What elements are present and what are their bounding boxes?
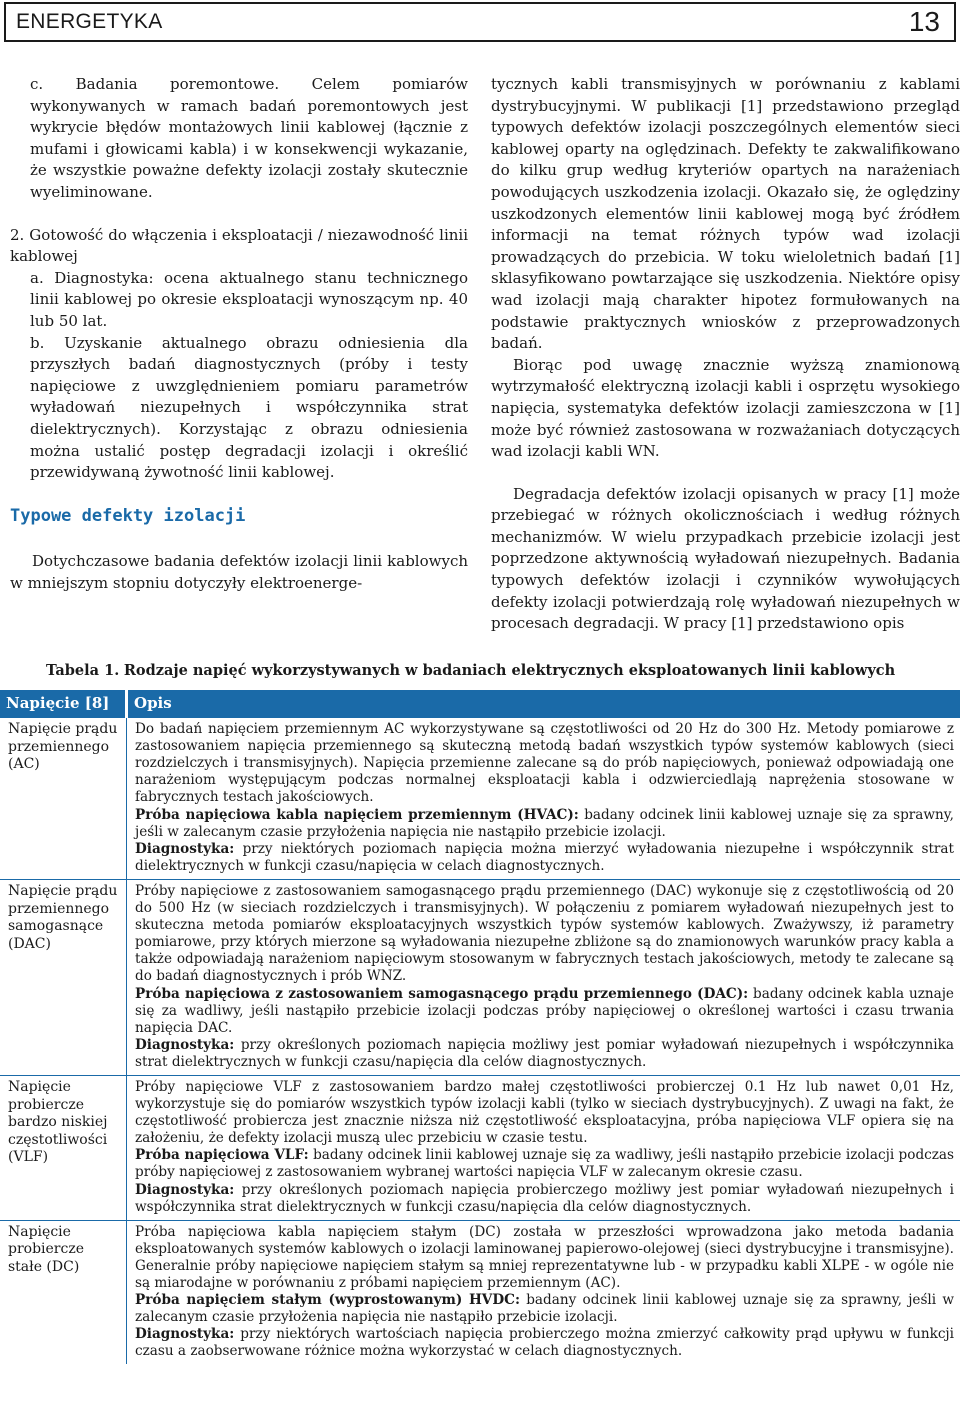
table-row (0, 1220, 960, 1364)
test-label: Próba napięciem stałym (wyprostowanym) HVDC: (135, 1292, 520, 1309)
diagnostics-text: przy niektórych wartościach napięcia probierczego można zmierzyć całkowity prąd upływu w funkcji czasu a zaobserwowane różnice można wykorzystać w celach diagnostycznych. (135, 1326, 954, 1360)
paragraph-reference-image: b. Uzyskanie aktualnego obrazu odniesienia dla przyszłych badań diagnostycznych (próby i testy napięciowe z uwzględnieniem pomiaru parametrów wyładowań niezupełnych i współczynnika strat dielektrycznych). Korzystając z obrazu odniesienia można ustalić postęp degradacji izolacji i określić przewidywaną żywotność linii kablowej. (30, 333, 468, 482)
table-caption-label: Tabela 1. (46, 662, 120, 679)
table-caption-text: Rodzaje napięć wykorzystywanych w badaniach elektrycznych eksploatowanych linii kablowych (123, 662, 896, 679)
table-row (0, 879, 960, 1075)
journal-title: ENERGETYKA (16, 10, 163, 33)
diagnostics-label: Diagnostyka: (135, 1181, 235, 1198)
column-header-voltage: Napięcie [8] (0, 690, 127, 718)
table-row (0, 718, 960, 880)
column-header-description: Opis (127, 690, 960, 718)
page-header (4, 2, 956, 42)
row-category: Napięcie prądu przemiennego (AC) (0, 718, 127, 880)
row-description (127, 718, 960, 880)
diagnostics-paragraph (135, 841, 954, 875)
description-text: Próby napięciowe VLF z zastosowaniem bardzo małej częstotliwości probierczej 0.1 Hz lub nawet 0,01 Hz, wykorzystuje się do pomiarów wszystkich typów izolacji kabli (tylko w sieciach dystrybucyjnych). Z uwagi na fakt, że częstotliwość probiercza jest znacznie niższa niż częstotliwość eksploatacyjna, próba napięciowa VLF opiera się na założeniu, że defekty izolacji muszą ulec przebiciu w czasie testu. (135, 1078, 954, 1147)
test-paragraph (135, 1147, 954, 1181)
diagnostics-label: Diagnostyka: (135, 840, 235, 857)
test-label: Próba napięciowa VLF: (135, 1147, 309, 1164)
table-header-row (0, 690, 960, 718)
row-description (127, 1075, 960, 1220)
row-category: Napięcie probiercze bardzo niskiej częstotliwości (VLF) (0, 1075, 127, 1220)
row-category: Napięcie prądu przemiennego samogasnące (DAC) (0, 879, 127, 1075)
diagnostics-text: przy niektórych poziomach napięcia można mierzyć wyładowania niezupełne i współczynnik strat dielektrycznych w funkcji czasu/napięcia w celach diagnostycznych. (135, 840, 955, 874)
row-description (127, 879, 960, 1075)
section-heading: Typowe defekty izolacji (10, 505, 246, 526)
test-text: badany odcinek linii kablowej uznaje się za sprawny, jeśli w zalecanym czasie przyłożenia napięcia nie nastąpiło przebicie izolacji. (135, 806, 954, 840)
paragraph-post-repair: c. Badania poremontowe. Celem pomiarów wykonywanych w ramach badań poremontowych jest wykrycie błędów montażowych linii kablowej (łącznie z mufami i głowicami kabla) i w konsekwencji wykazanie, że wszystkie poważne defekty izolacji zostały skutecznie wyeliminowane. (30, 75, 468, 201)
test-text: badany odcinek linii kablowej uznaje się za sprawny, jeśli w zalecanym czasie przyłożenia napięcia nie nastąpiło przebicie izolacji. (135, 1292, 955, 1326)
left-column (10, 74, 468, 594)
test-label: Próba napięciowa z zastosowaniem samogasnącego prądu przemiennego (DAC): (135, 985, 749, 1002)
paragraph-readiness: 2. Gotowość do włączenia i eksploatacji / niezawodność linii kablowej (10, 225, 468, 266)
right-column (491, 74, 960, 635)
table-row (0, 1075, 960, 1220)
description-text: Próby napięciowe z zastosowaniem samogasnącego prądu przemiennego (DAC) wykonuje się z częstotliwością od 20 do 500 Hz (w sieciach rozdzielczych i transmisyjnych). W połączeniu z pomiarem wyładowań niezupełnych jest to skuteczna metoda pomiarów eksploatacyjnych wszystkich typów systemów kablowych. Zważywszy, iż parametry pomiarowe, przy których mierzone są wyładowania niezupełne zbliżone są do znamionowych warunków pracy kabla a także odpowiadają narażeniom napięciowym stosowanym w fabrycznych testach jakościowych, metody te zalecane są do badań diagnostycznych i prób WNZ. (135, 882, 954, 985)
diagnostics-text: przy określonych poziomach napięcia probierczego możliwy jest pomiar wyładowań niezupełnych i współczynnika strat dielektrycznych w funkcji czasu/napięcia dla celów diagnostycznych. (135, 1181, 955, 1215)
paragraph-right-1: tycznych kabli transmisyjnych w porównaniu z kablami dystrybucyjnymi. W publikacji [1] przedstawiono przegląd typowych defektów izolacji poszczególnych elementów sieci kablowej oparty na oględzinach. Defekty te zakwalifikowano do kilku grup według kryteriów opartych na narażeniach powodujących uszkodzenia izolacji. Okazało się, że oględziny uszkodzonych elementów linii kablowej mogą być źródłem informacji na temat różnych typów wad izolacji prowadzących do przebicia. W toku wieloletnich badań [1] sklasyfikowano powtarzające się uszkodzenia. Niektóre opisy wad izolacji mają charakter hipotez formułowanych na podstawie praktycznych wniosków z przeprowadzonych badań. (491, 75, 960, 353)
page-number: 13 (908, 6, 940, 37)
table-caption (46, 662, 895, 679)
diagnostics-label: Diagnostyka: (135, 1326, 235, 1343)
test-paragraph (135, 807, 954, 841)
row-description (127, 1220, 960, 1364)
diagnostics-text: przy określonych poziomach napięcia możliwy jest pomiar wyładowań niezupełnych i współczynnika strat dielektrycznych w funkcji czasu/napięcia dla celów diagnostycznych. (135, 1036, 954, 1070)
row-category: Napięcie probiercze stałe (DC) (0, 1220, 127, 1364)
voltage-table (0, 690, 960, 1364)
description-text: Próba napięciowa kabla napięciem stałym (DC) została w przeszłości wprowadzona jako metoda badania eksploatowanych systemów kablowych o izolacji laminowanej papierowo-olejowej (sieci dystrybucyjne i transmisyjne). Generalnie próby napięciowe napięciem stałym są mniej reprezentatywne lub - w przypadku kabli XLPE - w ogóle nie są miarodajne w porównaniu z próbami napięciem przemiennym (AC). (135, 1223, 954, 1291)
diagnostics-paragraph (135, 1182, 954, 1216)
diagnostics-label: Diagnostyka: (135, 1036, 235, 1053)
paragraph-diagnostics: a. Diagnostyka: ocena aktualnego stanu technicznego linii kablowej po okresie eksploatacji wynoszącym np. 40 lub 50 lat. (30, 268, 468, 330)
paragraph-defects-intro: Dotychczasowe badania defektów izolacji linii kablowych w mniejszym stopniu dotyczyły elektroenerge- (10, 552, 468, 592)
paragraph-right-2: Biorąc pod uwagę znacznie wyższą znamionową wytrzymałość elektryczną izolacji kabli i osprzętu wysokiego napięcia, systematyka defektów izolacji zamieszczona w [1] może być również zastosowana w rozważaniach dotyczących wad izolacji kabli WN. (491, 355, 960, 461)
test-paragraph (135, 1292, 954, 1326)
test-text: badany odcinek kabla uznaje się za wadliwy, jeśli nastąpiło przebicie izolacji podczas próby napięciowej o określonej wartości i czasu trwania napięcia DAC. (135, 985, 954, 1036)
test-label: Próba napięciowa kabla napięciem przemiennym (HVAC): (135, 806, 579, 823)
diagnostics-paragraph (135, 1037, 954, 1071)
test-text: badany odcinek linii kablowej uznaje się za wadliwy, jeśli nastąpiło przebicie izolacji podczas próby napięciowej z zastosowaniem wybranej wartości napięcia VLF w zalecanym okresie czasu. (135, 1147, 955, 1181)
description-text: Do badań napięciem przemiennym AC wykorzystywane są częstotliwości od 20 Hz do 300 Hz. Metody pomiarowe z zastosowaniem napięcia przemiennego są skuteczną metodą badań wszystkich typów systemów kablowych (sieci rozdzielczych i transmisyjnych). Napięcia przemienne zalecane są do prób napięciowych, ponieważ odpowiadają one narażeniom występującym podczas normalnej eksploatacji kabla i odzwierciedlają naprężenia stosowane w fabrycznych testach jakościowych. (135, 721, 954, 806)
diagnostics-paragraph (135, 1326, 954, 1360)
test-paragraph (135, 986, 954, 1037)
paragraph-right-3: Degradacja defektów izolacji opisanych w pracy [1] może przebiegać w różnych okolicznościach i według różnych mechanizmów. W wielu przypadkach przebicie izolacji jest poprzedzone aktywnością wyładowań niezupełnych. Badania typowych defektów izolacji i czynników wywołujących defekty izolacji potwierdzają rolę wyładowań niezupełnych w procesach degradacji. W pracy [1] przedstawiono opis (491, 484, 960, 633)
